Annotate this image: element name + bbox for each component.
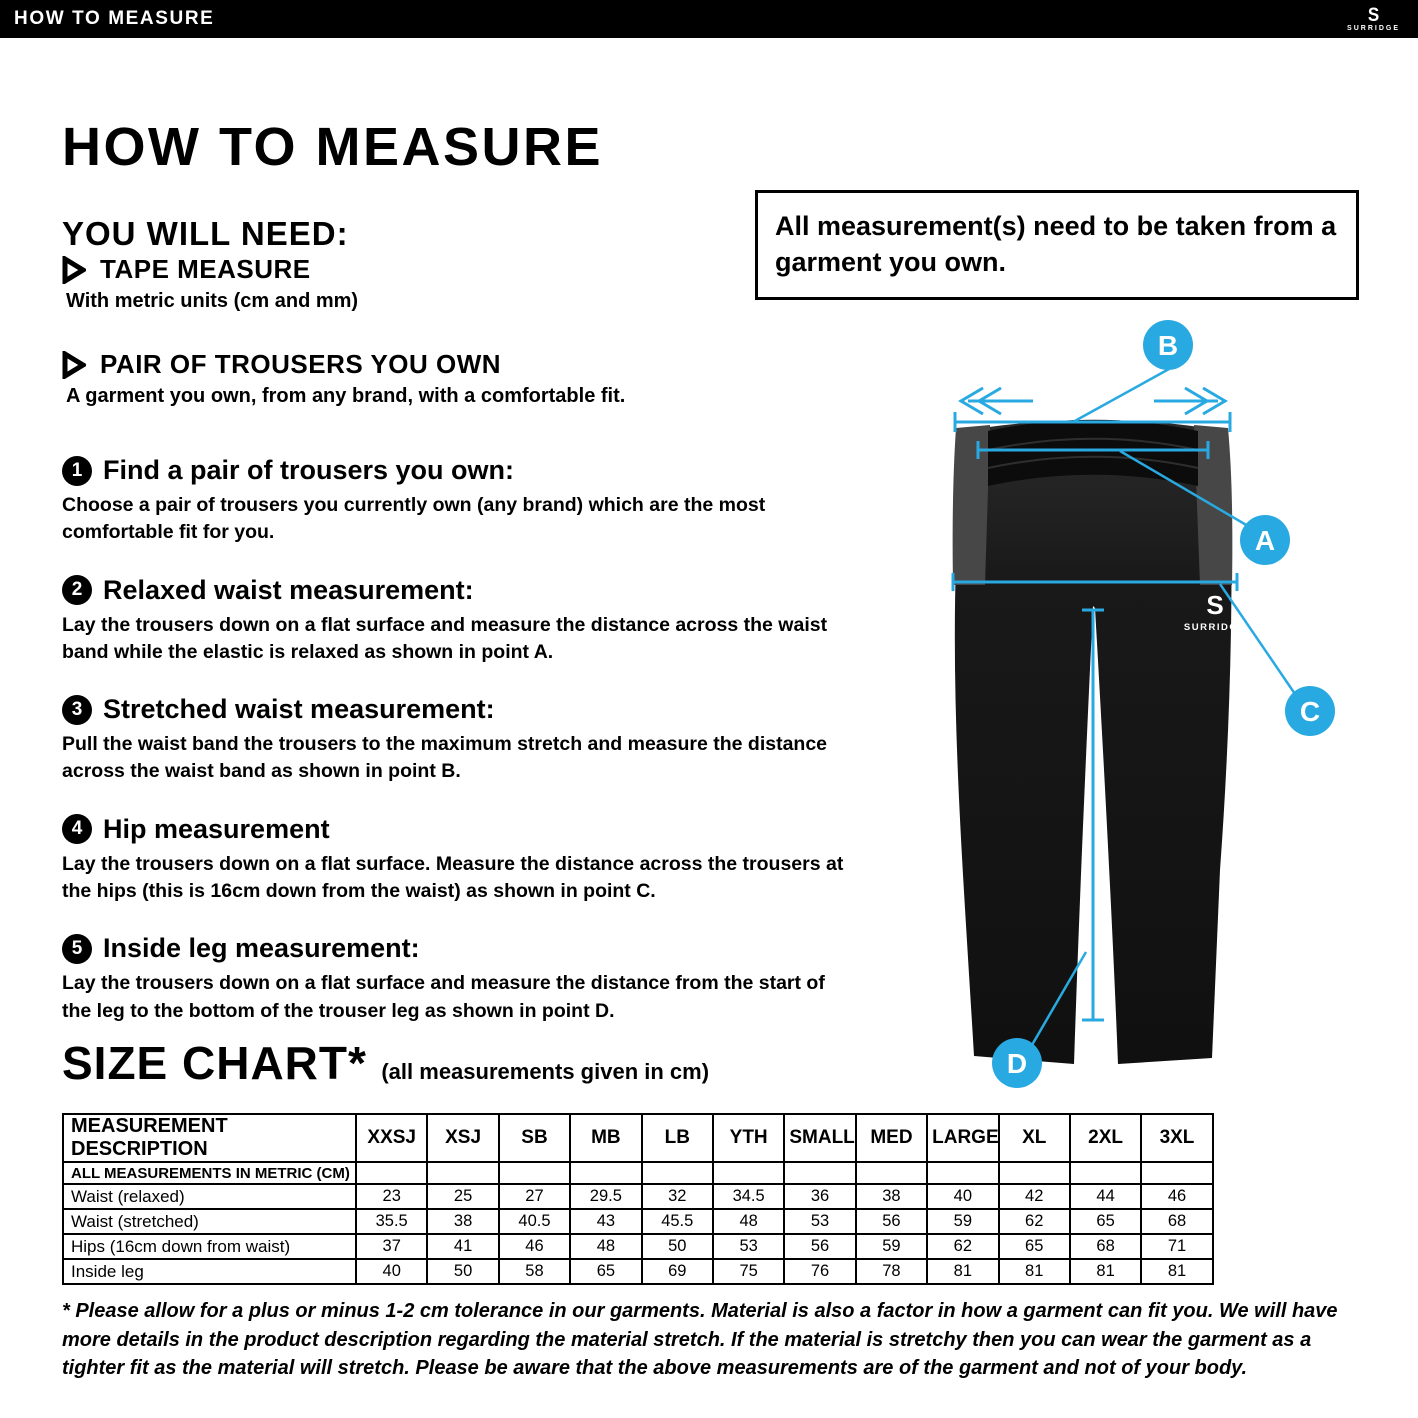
measurement-value: 35.5 [356,1209,427,1234]
step-body: Lay the trousers down on a flat surface and measure the distance from the start of the leg to the bottom of the trouser leg as shown in point D. [62,972,825,1022]
measurement-value: 65 [999,1234,1070,1259]
measurement-note-box: All measurement(s) need to be taken from a garment you own. [755,190,1359,300]
step-number-badge: 2 [62,575,92,605]
measurement-value: 40 [927,1184,998,1209]
empty-cell [999,1162,1070,1184]
column-header-size-mb: MB [570,1114,641,1162]
measurement-value: 32 [642,1184,713,1209]
empty-cell [642,1162,713,1184]
need-label: PAIR OF TROUSERS YOU OWN [100,349,502,379]
row-label: Waist (stretched) [63,1209,356,1234]
table-row [63,1184,1213,1209]
step-body: Lay the trousers down on a flat surface and measure the distance across the waist band while the elastic is relaxed as shown in point A. [62,613,828,663]
column-header-size-xxsj: XXSJ [356,1114,427,1162]
row-label: Hips (16cm down from waist) [63,1234,356,1259]
step-body: Pull the waist band the trousers to the maximum stretch and measure the distance across the waist band as shown in point B. [62,733,828,783]
column-header-size-sb: SB [499,1114,570,1162]
surridge-logo-mark-icon: S [1367,3,1380,26]
tolerance-footnote: * Please allow for a plus or minus 1-2 cm tolerance in our garments. Material is also a factor in how a garment can fit you. We will have more details in the product description regarding the material stretch. If the material is stretchy then you can wear the garment as a tighter fit as the material will stretch. Please be aware that the above measurements are of the garment and not of your body. [62,1300,1338,1380]
measurement-value: 81 [1141,1259,1212,1284]
unit-row-label: ALL MEASUREMENTS IN METRIC (CM) [63,1162,356,1184]
measurement-value: 56 [784,1234,855,1259]
measurement-value: 78 [856,1259,927,1284]
column-header-size-yth: YTH [713,1114,784,1162]
top-bar [0,0,1418,38]
need-description: With metric units (cm and mm) [66,290,359,312]
measurement-value: 48 [713,1209,784,1234]
column-header-size-2xl: 2XL [1070,1114,1141,1162]
measurement-value: 38 [856,1184,927,1209]
measurement-value: 65 [570,1259,641,1284]
measurement-value: 27 [499,1184,570,1209]
measurement-value: 76 [784,1259,855,1284]
size-chart-title: SIZE CHART* [62,1037,367,1089]
point-d-label: D [1006,1048,1028,1079]
measurement-value: 40 [356,1259,427,1284]
point-a-label: A [1254,525,1276,556]
measurement-value: 62 [927,1234,998,1259]
step-3 [62,694,844,786]
column-header-size-med: MED [856,1114,927,1162]
measurement-value: 81 [999,1259,1070,1284]
surridge-logo [1347,3,1400,32]
step-number-badge: 1 [62,456,92,486]
step-heading: Inside leg measurement: [103,933,420,964]
step-number-badge: 5 [62,934,92,964]
step-5 [62,933,844,1025]
measurement-value: 81 [1070,1259,1141,1284]
table-row [63,1234,1213,1259]
table-row [63,1209,1213,1234]
measurement-value: 48 [570,1234,641,1259]
step-heading: Relaxed waist measurement: [103,574,474,605]
triangle-bullet-icon [62,256,86,284]
column-header-size-xsj: XSJ [427,1114,498,1162]
point-c-label: C [1299,696,1321,727]
empty-cell [784,1162,855,1184]
triangle-bullet-icon [62,351,86,379]
measurement-value: 50 [427,1259,498,1284]
page-title: HOW TO MEASURE [62,117,604,178]
measurement-value: 69 [642,1259,713,1284]
column-header-size-lb: LB [642,1114,713,1162]
step-2 [62,575,844,667]
measurement-value: 34.5 [713,1184,784,1209]
steps-list [62,455,844,1053]
measurement-value: 65 [1070,1209,1141,1234]
step-heading: Hip measurement [103,813,330,844]
measurement-value: 40.5 [499,1209,570,1234]
measurement-value: 58 [499,1259,570,1284]
need-description: A garment you own, from any brand, with a comfortable fit. [66,385,626,407]
you-will-need-heading: YOU WILL NEED: [62,215,349,253]
step-number-badge: 4 [62,814,92,844]
empty-cell [427,1162,498,1184]
garment-logo-mark-icon: S [1206,590,1224,620]
need-item-tape-measure [62,254,742,313]
step-4 [62,814,844,906]
column-header-size-small: SMALL [784,1114,855,1162]
stretch-arrow-left-icon [961,388,1033,414]
measurement-value: 44 [1070,1184,1141,1209]
step-body: Lay the trousers down on a flat surface. Measure the distance across the trousers at the hips (this is 16cm down from the waist) as shown in point C. [62,852,844,903]
surridge-logo-wordmark: SURRIDGE [1347,25,1400,32]
measurement-value: 45.5 [642,1209,713,1234]
garment-logo-wordmark: SURRIDGE [1183,622,1247,633]
empty-cell [927,1162,998,1184]
need-label: TAPE MEASURE [100,254,311,284]
need-item-trousers [62,349,742,408]
column-header-size-xl: XL [999,1114,1070,1162]
step-number-badge: 3 [62,695,92,725]
measurement-value: 68 [1141,1209,1212,1234]
table-row [63,1259,1213,1284]
column-header-size-3xl: 3XL [1141,1114,1212,1162]
row-label: Waist (relaxed) [63,1184,356,1209]
size-chart-subtitle: (all measurements given in cm) [381,1059,710,1084]
measurement-value: 68 [1070,1234,1141,1259]
empty-cell [1141,1162,1212,1184]
empty-cell [570,1162,641,1184]
measurement-value: 36 [784,1184,855,1209]
column-header-measurement-description: MEASUREMENT DESCRIPTION [63,1114,356,1162]
step-heading: Stretched waist measurement: [103,694,495,725]
empty-cell [1070,1162,1141,1184]
measurement-value: 41 [427,1234,498,1259]
measurement-value: 75 [713,1259,784,1284]
trousers-image [953,420,1246,1064]
size-chart-table [62,1113,1214,1285]
measurement-value: 25 [427,1184,498,1209]
measurement-value: 46 [499,1234,570,1259]
size-chart-header [63,1114,1213,1162]
top-bar-title: HOW TO MEASURE [14,8,215,29]
table-row-units [63,1162,1213,1184]
step-1 [62,455,844,547]
step-heading: Find a pair of trousers you own: [103,455,515,485]
empty-cell [856,1162,927,1184]
measurement-value: 62 [999,1209,1070,1234]
measurement-value: 37 [356,1234,427,1259]
measurement-value: 56 [856,1209,927,1234]
row-label: Inside leg [63,1259,356,1284]
measurement-value: 81 [927,1259,998,1284]
empty-cell [499,1162,570,1184]
measurement-value: 42 [999,1184,1070,1209]
measurement-value: 53 [713,1234,784,1259]
empty-cell [356,1162,427,1184]
step-body: Choose a pair of trousers you currently own (any brand) which are the most comfortable fit for you. [62,494,766,544]
measurement-value: 46 [1141,1184,1212,1209]
measurement-value: 71 [1141,1234,1212,1259]
measurement-value: 53 [784,1209,855,1234]
measurement-value: 23 [356,1184,427,1209]
measurement-value: 29.5 [570,1184,641,1209]
measurement-value: 43 [570,1209,641,1234]
measurement-value: 50 [642,1234,713,1259]
you-will-need-list [62,254,742,444]
measurement-value: 59 [856,1234,927,1259]
size-chart-body [63,1162,1213,1284]
stretch-arrow-right-icon [1154,388,1225,414]
trousers-measurement-figure [888,300,1372,1100]
empty-cell [713,1162,784,1184]
column-header-size-large: LARGE [927,1114,998,1162]
size-chart-heading [62,1036,709,1090]
point-b-label: B [1157,330,1179,361]
measurement-value: 38 [427,1209,498,1234]
measurement-value: 59 [927,1209,998,1234]
